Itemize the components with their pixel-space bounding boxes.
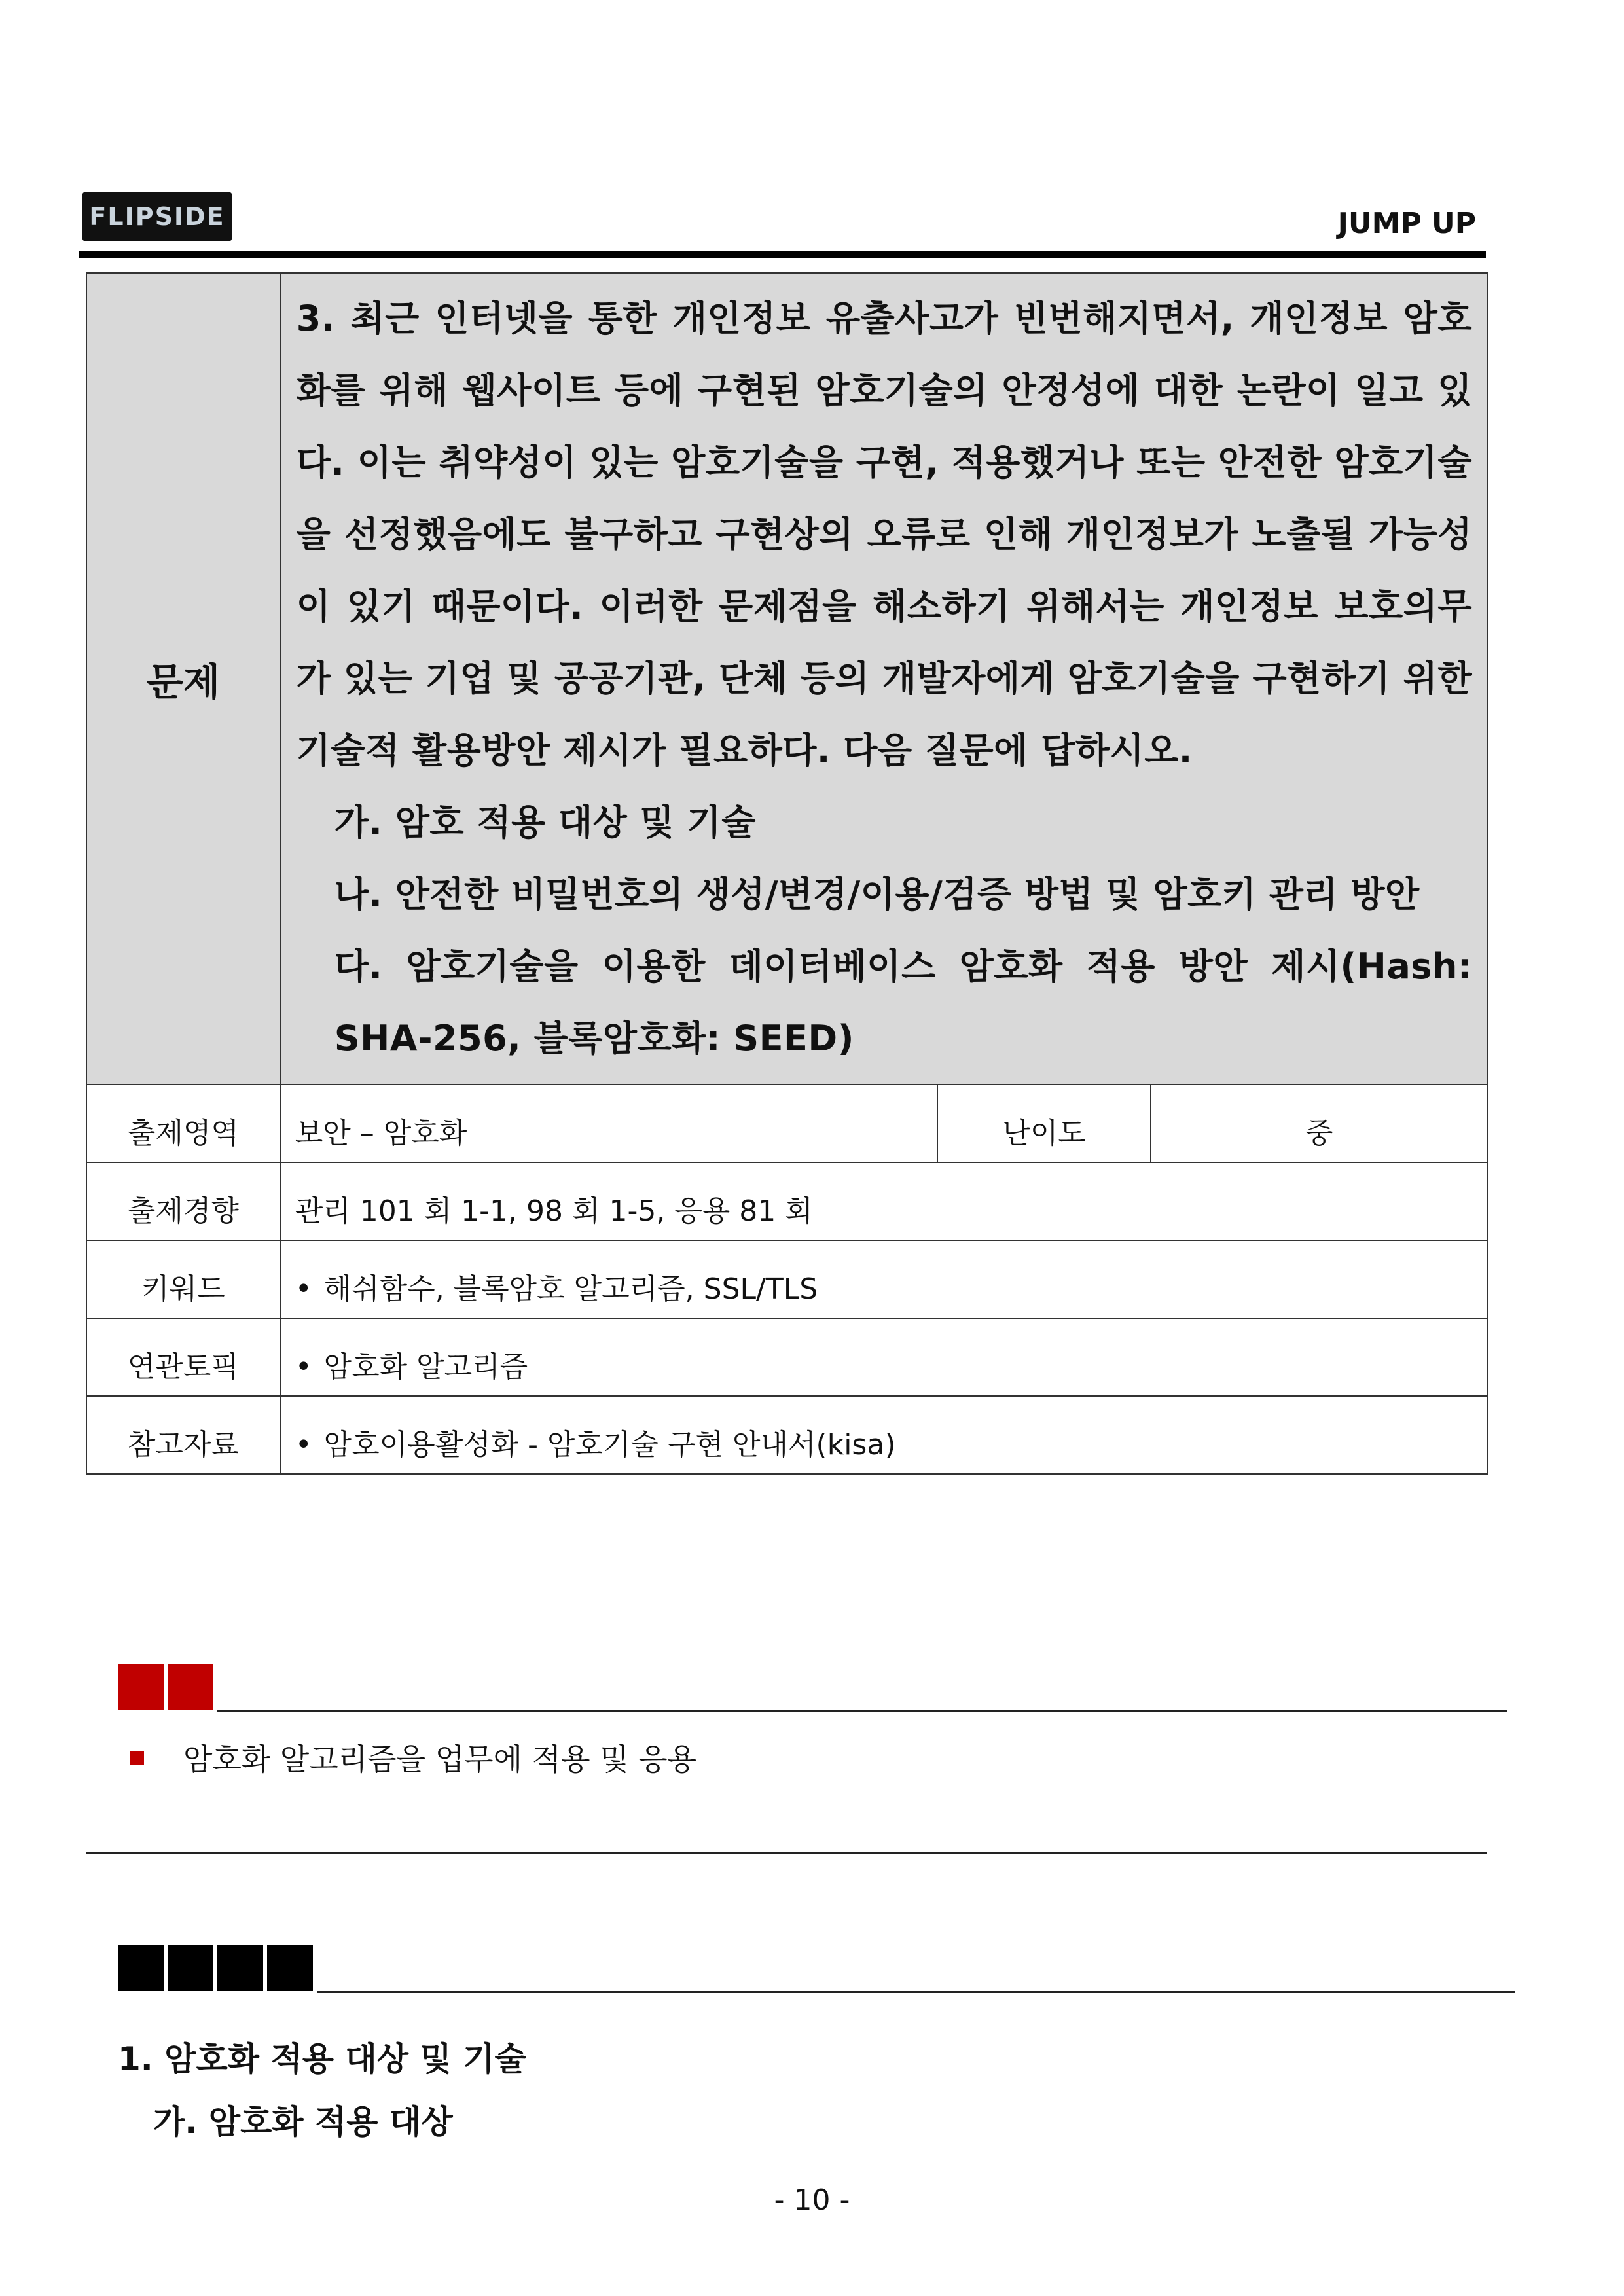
- topic-row: [86, 1318, 1487, 1396]
- question-item-b: 나. 안전한 비밀번호의 생성/변경/이용/검증 방법 및 암호키 관리 방안: [334, 874, 1420, 915]
- question-paragraph: 3. 최근 인터넷을 통한 개인정보 유출사고가 빈번해지면서, 개인정보 암호화를 위해 웹사이트 등에 구현된 암호기술의 안정성에 대한 논란이 일고 있다. 이는 취약성이 있는 암호기술을 구현, 적용했거나 또는 안전한 암호기술을 선정했음에도 불구하고 구현상의 오류로 인해 개인정보가 노출될 가능성이 있기 때문이다. 이러한 문제점을 해소하기 위해서는 개인정보 보호의무가 있는 기업 및 공공기관, 단체 등의 개발자에게 암호기술을 구현하기 위한 기술적 활용방안 제시가 필요하다. 다음 질문에 답하시오.: [296, 298, 1472, 771]
- question-body: [280, 273, 1487, 1085]
- section-divider: [86, 1852, 1487, 1854]
- logo-text: FLIPSIDE: [89, 202, 225, 231]
- black-square-3: [217, 1945, 263, 1991]
- red-bullet-icon: [130, 1751, 144, 1765]
- red-square-1: [118, 1664, 164, 1710]
- answer-heading-2: 가. 암호화 적용 대상: [153, 2103, 453, 2141]
- area-row: [86, 1085, 1487, 1162]
- page-number: - 10 -: [774, 2183, 850, 2217]
- header-rule: [79, 251, 1486, 258]
- intent-text: 암호화 알고리즘을 업무에 적용 및 응용: [183, 1742, 697, 1777]
- bullet-dot: •: [295, 1350, 312, 1384]
- question-item-a: 가. 암호 적용 대상 및 기술: [334, 802, 756, 843]
- question-label: 문제: [86, 273, 280, 1085]
- topic-label: 연관토픽: [86, 1318, 280, 1396]
- section-rule: [317, 1991, 1515, 1993]
- area-value: 보안 – 암호화: [280, 1085, 937, 1162]
- keyword-row: [86, 1240, 1487, 1318]
- difficulty-label: 난이도: [937, 1085, 1151, 1162]
- red-square-2: [168, 1664, 213, 1710]
- section-rule: [217, 1710, 1507, 1712]
- bullet-dot: •: [295, 1427, 312, 1462]
- black-square-1: [118, 1945, 164, 1991]
- question-row: [86, 273, 1487, 1085]
- reference-value: • 암호이용활성화 - 암호기술 구현 안내서(kisa): [280, 1396, 1487, 1474]
- trend-label: 출제경향: [86, 1162, 280, 1240]
- black-square-2: [168, 1945, 213, 1991]
- area-label: 출제영역: [86, 1085, 280, 1162]
- trend-row: [86, 1162, 1487, 1240]
- reference-row: [86, 1396, 1487, 1474]
- header-title: JUMP UP: [1337, 207, 1476, 240]
- reference-label: 참고자료: [86, 1396, 280, 1474]
- topic-value: • 암호화 알고리즘: [280, 1318, 1487, 1396]
- keyword-value: • 해쉬함수, 블록암호 알고리즘, SSL/TLS: [280, 1240, 1487, 1318]
- question-item-c: 다. 암호기술을 이용한 데이터베이스 암호화 적용 방안 제시(Hash: SHA-256, 블록암호화: SEED): [334, 946, 1472, 1059]
- answer-heading-1: 1. 암호화 적용 대상 및 기술: [118, 2040, 526, 2078]
- difficulty-value: 중: [1151, 1085, 1487, 1162]
- question-table: [86, 272, 1488, 1475]
- keyword-label: 키워드: [86, 1240, 280, 1318]
- bullet-dot: •: [295, 1272, 312, 1306]
- flipside-logo: [82, 192, 232, 241]
- trend-value: 관리 101 회 1-1, 98 회 1-5, 응용 81 회: [280, 1162, 1487, 1240]
- black-square-4: [267, 1945, 313, 1991]
